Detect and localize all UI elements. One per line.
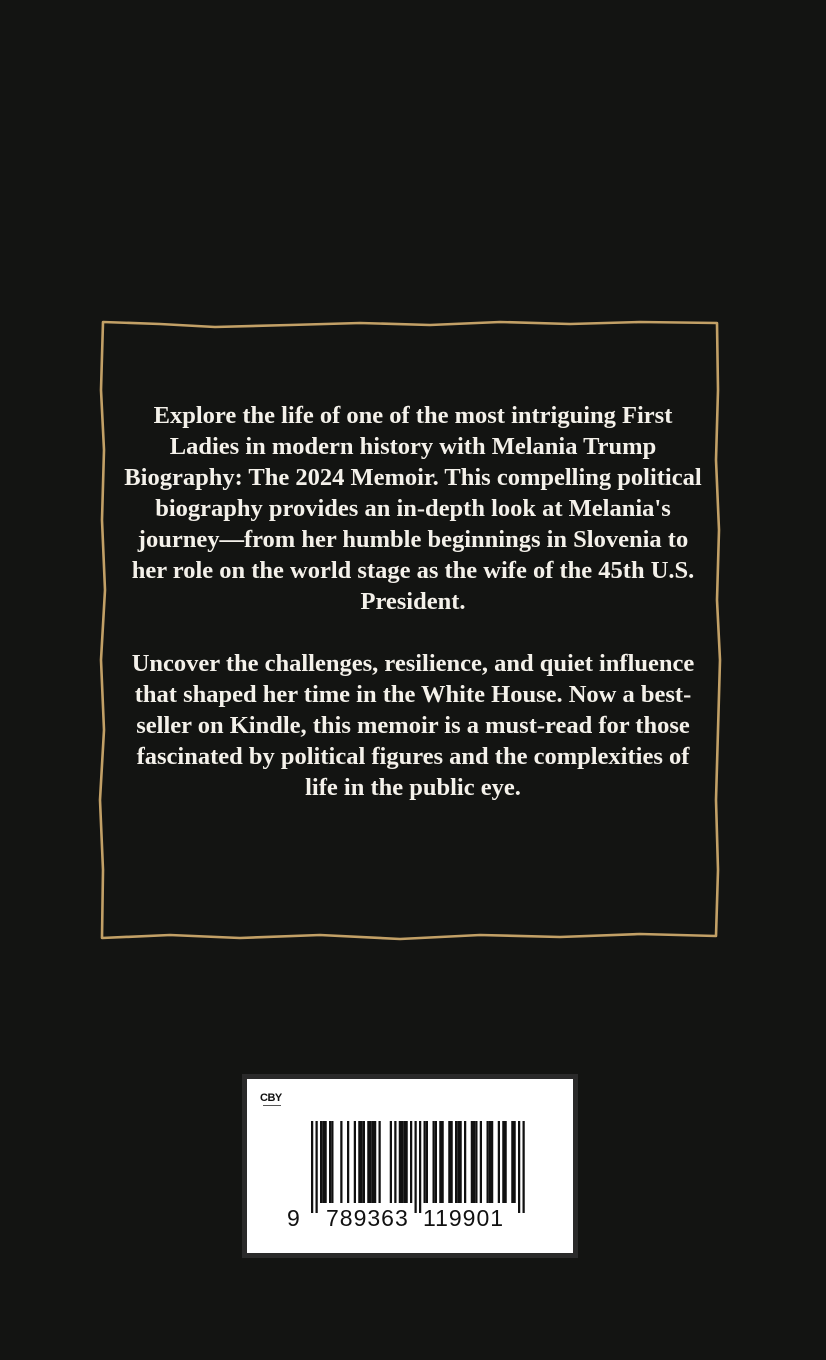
publisher-logo: CBY <box>260 1092 282 1104</box>
barcode-bar <box>442 1121 444 1203</box>
barcode-bar <box>410 1121 412 1203</box>
barcode-bar <box>415 1121 417 1213</box>
barcode-bar <box>433 1121 435 1203</box>
barcode-bar <box>419 1121 421 1213</box>
barcode-bar <box>498 1121 500 1203</box>
barcode-bar <box>322 1121 324 1203</box>
barcode-left-digits: 789363 <box>326 1205 409 1231</box>
barcode-bar <box>374 1121 376 1203</box>
barcode-bar <box>471 1121 473 1203</box>
barcode-bar <box>489 1121 491 1203</box>
barcode-bar <box>358 1121 360 1203</box>
barcode-bar <box>487 1121 489 1203</box>
barcode-bar <box>457 1121 459 1203</box>
barcode-bar <box>406 1121 408 1203</box>
barcode-bar <box>439 1121 441 1203</box>
barcode-bar <box>511 1121 513 1203</box>
barcode-bar <box>331 1121 333 1203</box>
barcode-bar <box>347 1121 349 1203</box>
barcode-box <box>242 1074 578 1258</box>
barcode-bar <box>325 1121 327 1203</box>
barcode-bar <box>455 1121 457 1203</box>
barcode-bar <box>480 1121 482 1203</box>
barcode-bar <box>340 1121 342 1203</box>
barcode-bar <box>475 1121 477 1203</box>
barcode-right-digits: 119901 <box>423 1205 505 1231</box>
barcode-bar <box>379 1121 381 1203</box>
barcode-bar <box>401 1121 403 1203</box>
barcode-bar <box>426 1121 428 1203</box>
barcode-bar <box>390 1121 392 1203</box>
blurb-paragraph-2: Uncover the challenges, resilience, and quiet influence that shaped her time in the White House. Now a best-seller on Kindle, this memoir is a must-read for those fascinated by political figures and the complexities of life in the public eye. <box>131 650 695 801</box>
barcode-bar <box>354 1121 356 1203</box>
barcode-bar <box>361 1121 363 1203</box>
barcode-bar <box>505 1121 507 1203</box>
barcode-bar <box>403 1121 405 1203</box>
barcode-bar <box>491 1121 493 1203</box>
barcode-bar <box>363 1121 365 1203</box>
barcode-label <box>247 1079 573 1253</box>
barcode-bar <box>460 1121 462 1203</box>
barcode-bar <box>518 1121 520 1213</box>
barcode-bar <box>448 1121 450 1203</box>
barcode-bar <box>473 1121 475 1203</box>
barcode-bar <box>464 1121 466 1203</box>
back-cover-blurb <box>118 400 708 803</box>
barcode-bar <box>424 1121 426 1203</box>
barcode-bar <box>523 1121 525 1213</box>
barcode-lead-digit: 9 <box>287 1205 300 1231</box>
barcode-bar <box>367 1121 369 1203</box>
barcode-bar <box>316 1121 318 1213</box>
barcode-bar <box>320 1121 322 1203</box>
barcode-bar <box>370 1121 372 1203</box>
barcode-bar <box>394 1121 396 1203</box>
blurb-paragraph-1: Explore the life of one of the most intriguing First Ladies in modern history with Melania Trump Biography: The 2024 Memoir. This compelling political biography provides an in-depth look at Melania's journey—from her humble beginnings in Slovenia to her role on the world stage as the wife of the 45th U.S. President. <box>124 402 702 615</box>
barcode-bar <box>311 1121 313 1213</box>
barcode-bar <box>329 1121 331 1203</box>
barcode-bar <box>399 1121 401 1203</box>
barcode-bar <box>502 1121 504 1203</box>
barcode-bar <box>451 1121 453 1203</box>
barcode-bar <box>372 1121 374 1203</box>
barcode-bar <box>435 1121 437 1203</box>
barcode-bar <box>514 1121 516 1203</box>
